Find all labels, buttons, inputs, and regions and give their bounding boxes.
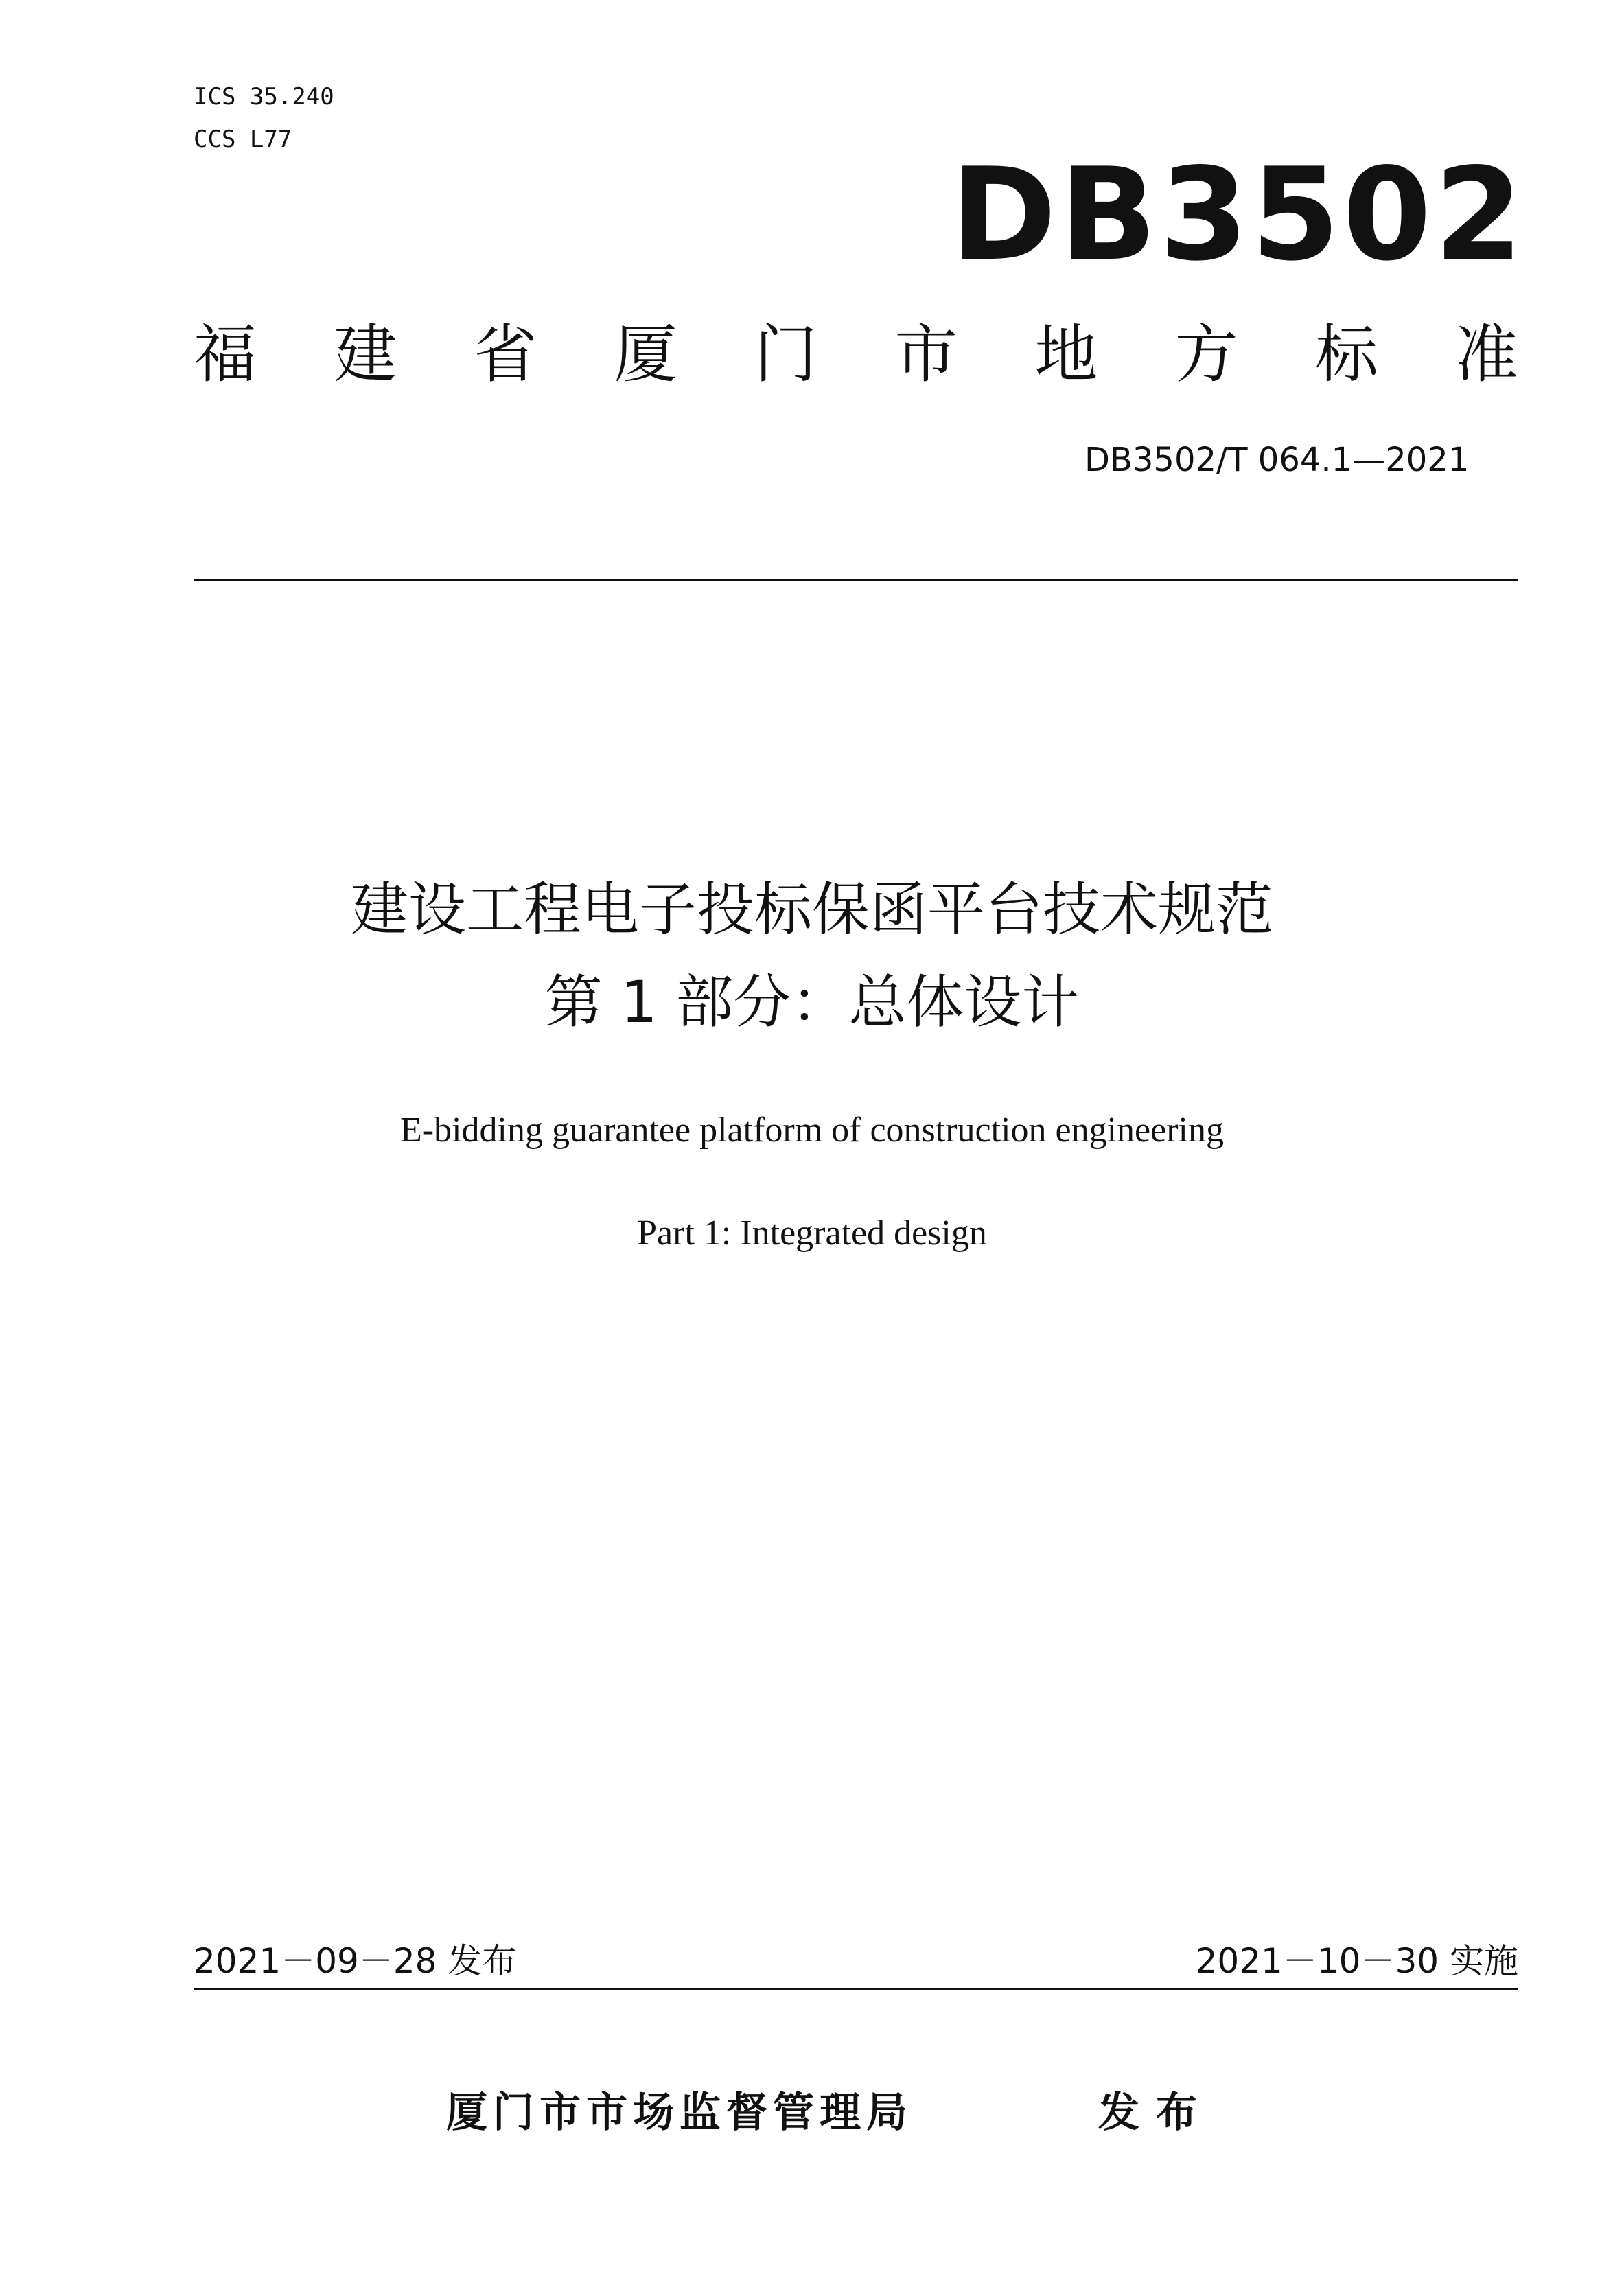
standard-type-char: 方 bbox=[1174, 318, 1238, 391]
ics-code: ICS 35.240 bbox=[194, 83, 334, 111]
standard-type-char: 厦 bbox=[614, 318, 677, 391]
standard-number: DB3502/T 064.1—2021 bbox=[1084, 441, 1470, 479]
standard-type-char: 准 bbox=[1454, 318, 1518, 391]
top-divider bbox=[194, 579, 1518, 581]
document-part-title-en: Part 1: Integrated design bbox=[637, 1214, 987, 1253]
standard-type-char: 市 bbox=[894, 318, 958, 391]
ccs-code: CCS L77 bbox=[194, 126, 292, 153]
document-title-cn: 建设工程电子投标保函平台技术规范 bbox=[350, 876, 1273, 943]
document-title-en: E-bidding guarantee platform of construction engineering bbox=[400, 1111, 1224, 1150]
standard-type-heading bbox=[194, 317, 1518, 393]
standard-type-char: 标 bbox=[1314, 318, 1378, 391]
db-logo: DB3502 bbox=[951, 140, 1526, 289]
standard-type-char: 门 bbox=[754, 318, 817, 391]
publish-label: 发布 bbox=[1098, 2089, 1214, 2137]
standard-type-char: 省 bbox=[474, 318, 537, 391]
standard-type-char: 地 bbox=[1034, 318, 1098, 391]
effective-date: 2021－10－30 实施 bbox=[1195, 1941, 1518, 1981]
publisher-name: 厦门市市场监督管理局 bbox=[446, 2089, 913, 2137]
publish-date: 2021－09－28 发布 bbox=[194, 1941, 517, 1981]
standard-type-char: 福 bbox=[194, 318, 257, 391]
bottom-divider bbox=[194, 1988, 1518, 1990]
standard-type-char: 建 bbox=[334, 318, 397, 391]
document-part-title-cn: 第 1 部分：总体设计 bbox=[544, 969, 1080, 1036]
